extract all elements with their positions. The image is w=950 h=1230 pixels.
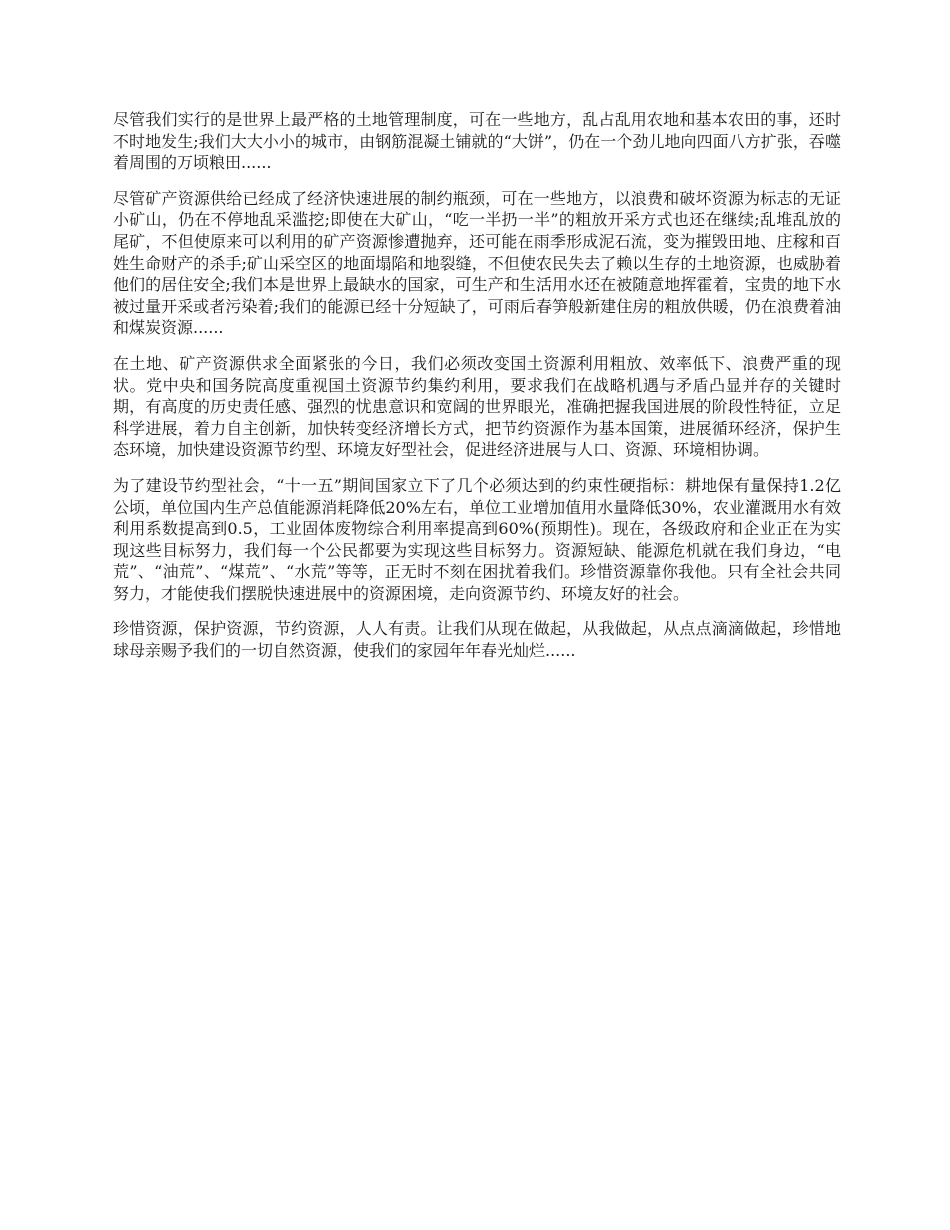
paragraph-policy: 在土地、矿产资源供求全面紧张的今日，我们必须改变国土资源利用粗放、效率低下、浪费严重的现状。党中央和国务院高度重视国土资源节约集约利用，要求我们在战略机遇与矛盾凸显并存的关键时期，有高度的历史责任感、强烈的忧患意识和宽阔的世界眼光，准确把握我国进展的阶段性特征，立足科学进展，着力自主创新，加快转变经济增长方式，把节约资源作为基本国策，进展循环经济，保护生态环境，加快建设资源节约型、环境友好型社会，促进经济进展与人口、资源、环境相协调。 xyxy=(113,353,841,460)
paragraph-conclusion: 珍惜资源，保护资源，节约资源，人人有责。让我们从现在做起，从我做起，从点点滴滴做起，珍惜地球母亲赐予我们的一切自然资源，使我们的家园年年春光灿烂...... xyxy=(113,619,841,661)
paragraph-land: 尽管我们实行的是世界上最严格的土地管理制度，可在一些地方，乱占乱用农地和基本农田的事，还时不时地发生;我们大大小小的城市，由钢筋混凝土铺就的“大饼”，仍在一个劲儿地向四面八方扩张，吞噬着周围的万顷粮田...... xyxy=(113,110,841,173)
paragraph-minerals: 尽管矿产资源供给已经成了经济快速进展的制约瓶颈，可在一些地方，以浪费和破坏资源为标志的无证小矿山，仍在不停地乱采滥挖;即使在大矿山，“吃一半扔一半”的粗放开采方式也还在继续;乱堆乱放的尾矿，不但使原来可以利用的矿产资源惨遭抛弃，还可能在雨季形成泥石流，变为摧毁田地、庄稼和百姓生命财产的杀手;矿山采空区的地面塌陷和地裂缝，不但使农民失去了赖以生存的土地资源，也威胁着他们的居住安全;我们本是世界上最缺水的国家，可生产和生活用水还在被随意地挥霍着，宝贵的地下水被过量开采或者污染着;我们的能源已经十分短缺了，可雨后春笋般新建住房的粗放供暖，仍在浪费着油和煤炭资源...... xyxy=(113,188,841,338)
document-body xyxy=(113,109,841,676)
paragraph-targets: 为了建设节约型社会，“十一五”期间国家立下了几个必须达到的约束性硬指标：耕地保有量保持1.2亿公顷，单位国内生产总值能源消耗降低20%左右，单位工业增加值用水量降低30%，农业灌溉用水有效利用系数提高到0.5，工业固体废物综合利用率提高到60%(预期性)。现在，各级政府和企业正在为实现这些目标努力，我们每一个公民都要为实现这些目标努力。资源短缺、能源危机就在我们身边，“电荒”、“油荒”、“煤荒”、“水荒”等等，正无时不刻在困扰着我们。珍惜资源靠你我他。只有全社会共同努力，才能使我们摆脱快速进展中的资源困境，走向资源节约、环境友好的社会。 xyxy=(113,475,841,603)
